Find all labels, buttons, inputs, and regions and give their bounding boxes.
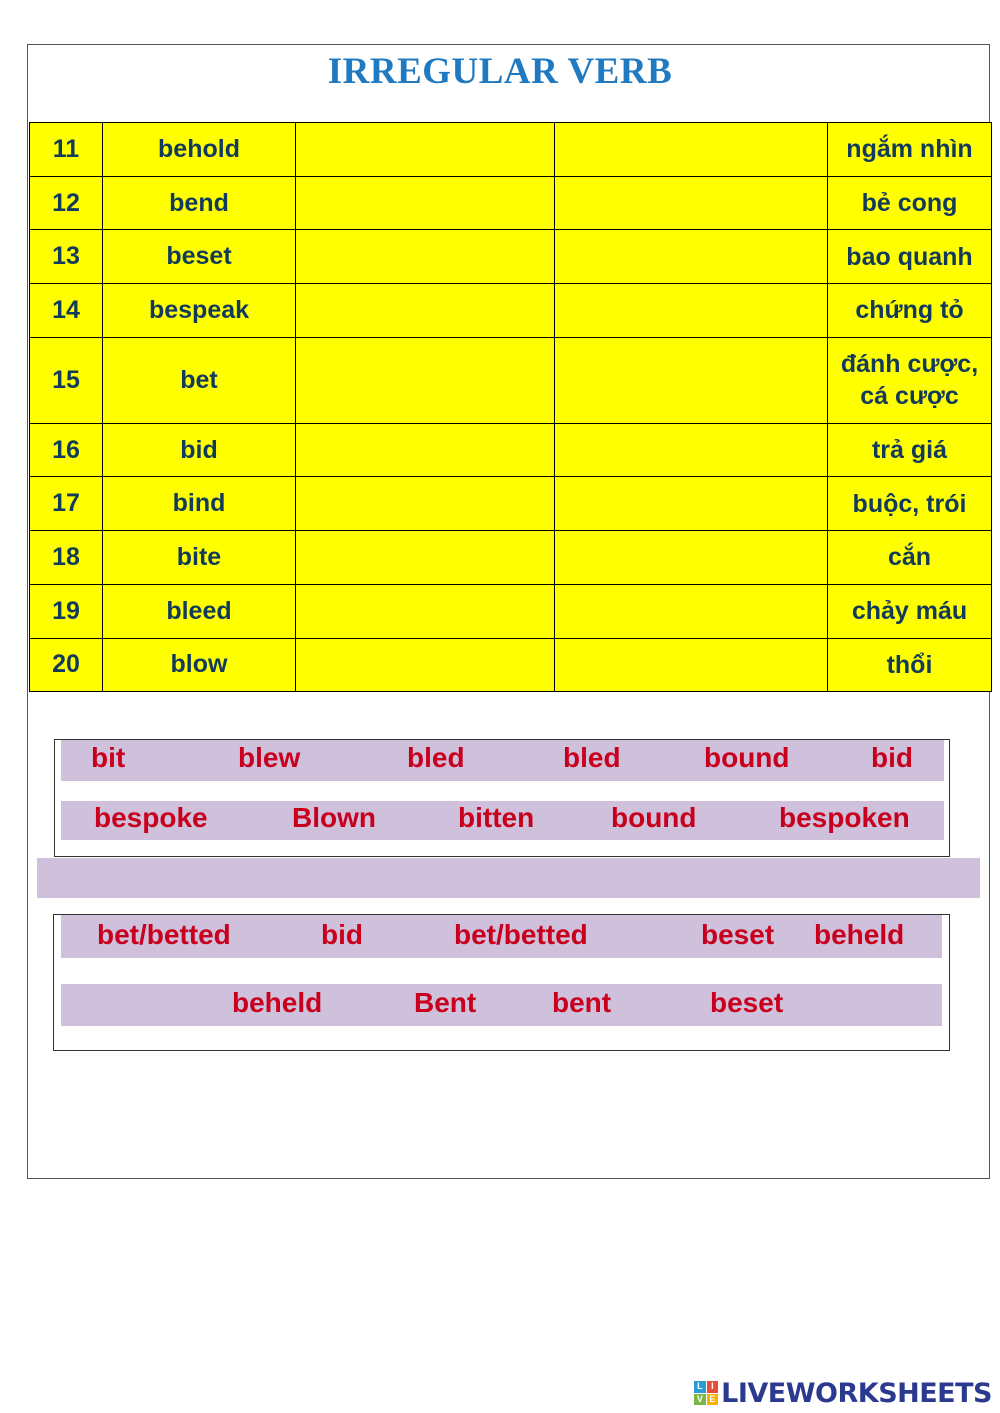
past-simple-blank[interactable] <box>296 123 555 177</box>
base-verb: beset <box>103 230 296 284</box>
table-row <box>30 123 992 177</box>
draggable-word[interactable]: bent <box>552 987 612 1018</box>
row-number: 18 <box>30 531 103 585</box>
base-verb: behold <box>103 123 296 177</box>
row-number: 11 <box>30 123 103 177</box>
past-participle-blank[interactable] <box>555 531 828 585</box>
draggable-word[interactable]: bid <box>321 919 363 950</box>
meaning <box>828 337 992 423</box>
draggable-word[interactable]: bid <box>871 742 913 773</box>
meaning: thổi <box>828 638 992 692</box>
draggable-word[interactable]: bound <box>704 742 790 773</box>
meaning-line: cá cược <box>860 382 959 411</box>
draggable-word[interactable]: bespoken <box>779 802 910 833</box>
meaning: bao quanh <box>828 230 992 284</box>
past-simple-blank[interactable] <box>296 337 555 423</box>
liveworksheets-logo <box>694 1376 992 1410</box>
page-title: IRREGULAR VERB <box>327 51 673 92</box>
meaning: trả giá <box>828 423 992 477</box>
past-simple-blank[interactable] <box>296 230 555 284</box>
past-participle-blank[interactable] <box>555 638 828 692</box>
draggable-word[interactable]: bitten <box>458 802 535 833</box>
meaning: cắn <box>828 531 992 585</box>
draggable-word[interactable]: bit <box>91 742 126 773</box>
draggable-word[interactable]: bet/betted <box>454 919 588 950</box>
draggable-word[interactable]: beheld <box>814 919 905 950</box>
draggable-word[interactable]: blew <box>238 742 301 773</box>
base-verb: bend <box>103 176 296 230</box>
base-verb: bite <box>103 531 296 585</box>
past-participle-blank[interactable] <box>555 423 828 477</box>
meaning: buộc, trói <box>828 477 992 531</box>
past-participle-blank[interactable] <box>555 123 828 177</box>
past-participle-blank[interactable] <box>555 337 828 423</box>
table-row <box>30 230 992 284</box>
past-participle-blank[interactable] <box>555 477 828 531</box>
base-verb: bespeak <box>103 284 296 338</box>
base-verb: bet <box>103 337 296 423</box>
meaning: chảy máu <box>828 584 992 638</box>
past-simple-blank[interactable] <box>296 584 555 638</box>
base-verb: bid <box>103 423 296 477</box>
draggable-word[interactable]: bound <box>611 802 697 833</box>
row-number: 15 <box>30 337 103 423</box>
draggable-word[interactable]: bet/betted <box>97 919 231 950</box>
row-number: 14 <box>30 284 103 338</box>
table-row <box>30 584 992 638</box>
meaning: bẻ cong <box>828 176 992 230</box>
past-simple-blank[interactable] <box>296 423 555 477</box>
row-number: 12 <box>30 176 103 230</box>
word-band <box>61 740 944 781</box>
draggable-word[interactable]: beset <box>701 919 775 950</box>
past-simple-blank[interactable] <box>296 284 555 338</box>
draggable-word[interactable]: Blown <box>292 802 376 833</box>
draggable-word[interactable]: beset <box>710 987 784 1018</box>
past-simple-blank[interactable] <box>296 531 555 585</box>
row-number: 20 <box>30 638 103 692</box>
word-band <box>61 984 942 1026</box>
logo-badge-icon: L I V E <box>694 1381 718 1405</box>
separator-band <box>37 858 980 898</box>
base-verb: bleed <box>103 584 296 638</box>
past-simple-blank[interactable] <box>296 176 555 230</box>
past-simple-blank[interactable] <box>296 638 555 692</box>
table-row <box>30 638 992 692</box>
meaning: ngắm nhìn <box>828 123 992 177</box>
past-participle-blank[interactable] <box>555 230 828 284</box>
past-participle-blank[interactable] <box>555 284 828 338</box>
table-row <box>30 176 992 230</box>
past-simple-blank[interactable] <box>296 477 555 531</box>
row-number: 17 <box>30 477 103 531</box>
draggable-word[interactable]: bled <box>563 742 621 773</box>
draggable-word[interactable]: bespoke <box>94 802 208 833</box>
base-verb: bind <box>103 477 296 531</box>
verb-table <box>29 122 992 692</box>
draggable-word[interactable]: beheld <box>232 987 323 1018</box>
row-number: 13 <box>30 230 103 284</box>
row-number: 19 <box>30 584 103 638</box>
table-row <box>30 284 992 338</box>
meaning-line: đánh cược, <box>840 350 979 379</box>
base-verb: blow <box>103 638 296 692</box>
row-number: 16 <box>30 423 103 477</box>
draggable-word[interactable]: bled <box>407 742 465 773</box>
draggable-word[interactable]: Bent <box>414 987 477 1018</box>
table-row <box>30 423 992 477</box>
table-row <box>30 477 992 531</box>
past-participle-blank[interactable] <box>555 584 828 638</box>
logo-text: LIVEWORKSHEETS <box>721 1377 992 1409</box>
table-row <box>30 531 992 585</box>
table-row <box>30 337 992 423</box>
meaning: chứng tỏ <box>828 284 992 338</box>
past-participle-blank[interactable] <box>555 176 828 230</box>
